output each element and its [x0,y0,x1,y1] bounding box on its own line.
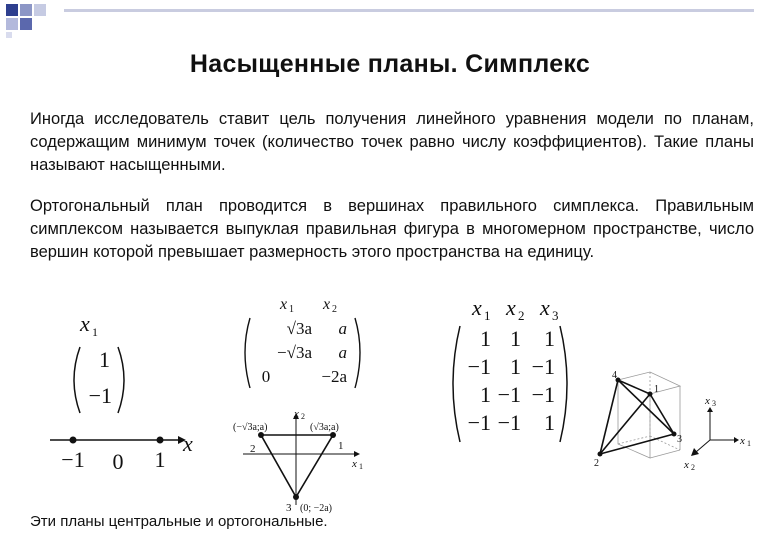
tri-coord-1: (√3a;a) [310,422,339,433]
tetra-axes [696,412,734,452]
fig1-left-paren [74,347,80,413]
tri-x-axis-arrow [354,451,360,457]
fig3-cell-4-2: −1 [497,410,521,435]
fig2-right-paren [355,318,360,388]
tri-y-axis-sub: 2 [301,412,305,421]
figure-3d-matrix [440,292,590,447]
fig3-cell-1-1: 1 [480,326,491,351]
fig3-cell-3-2: −1 [497,382,521,407]
fig1-right-paren [118,347,124,413]
fig3-cell-3-1: 1 [480,382,491,407]
fig3-cell-1-3: 1 [544,326,555,351]
tri-x-axis-label: x [352,458,357,470]
fig1-value-1: 1 [99,347,110,372]
footer-note: Эти планы центральные и ортогональные. [30,513,328,530]
tetra-label-2: 2 [594,458,599,469]
fig2-header-2: x [323,296,331,313]
fig1-header: x [80,311,90,336]
fig3-cell-2-3: −1 [531,354,555,379]
fig3-cell-2-2: 1 [510,354,521,379]
tri-coord-2: (−√3a;a) [233,422,268,433]
tetra-label-3: 3 [677,434,682,445]
fig2-cell-2-2: a [338,343,347,362]
tri-vertex-label-2: 2 [250,443,256,455]
slide-title: Насыщенные планы. Симплекс [189,50,591,78]
figure-3d-tetrahedron [588,362,773,480]
fig1-point-left [70,437,77,444]
fig3-cell-4-3: 1 [544,410,555,435]
tetra-x1-arrow [734,437,739,443]
fig3-header-2-sub: 2 [518,308,525,323]
fig2-header-2-sub: 2 [332,304,337,315]
tetra-vertex-1 [648,392,653,397]
corner-decoration [0,0,70,40]
tri-simplex [261,435,333,497]
tri-vertex-label-3: 3 [286,502,292,514]
tetra-axis-x3: x [705,395,710,407]
figure-2d-triangle [228,405,376,515]
fig3-cell-2-1: −1 [467,354,491,379]
fig2-cell-3-2: −2a [321,367,347,386]
tetra-label-4: 4 [612,370,617,381]
paragraph-simplex-definition: Ортогональный план проводится в вершинах правильного симплекса. Правильным симплексом называется выпуклая правильная фигура в многомерном пространстве, число вершин которой превышает размерность этого пространства на единицу. [30,197,754,261]
tetra-axis-x1: x [740,435,745,447]
fig1-tick-2: 0 [112,449,124,474]
fig2-header-1: x [280,296,288,313]
fig2-cell-2-1: −√3a [277,343,312,362]
fig2-cell-1-1: √3a [286,319,312,338]
fig3-header-1: x [472,295,482,320]
fig3-header-3: x [540,295,550,320]
fig3-cell-3-3: −1 [531,382,555,407]
fig1-tick-1: −1 [61,447,85,472]
fig2-cell-3-1: 0 [261,367,271,386]
tetra-axis-x2: x [684,459,689,471]
figure-2d-matrix [230,292,370,397]
fig2-cell-1-2: a [338,319,347,338]
fig3-cell-4-1: −1 [467,410,491,435]
tri-y-axis-label: x [294,408,299,420]
fig3-header-1-sub: 1 [484,308,491,323]
fig3-header-3-sub: 3 [552,308,559,323]
tri-vertex-3 [293,494,299,500]
tetra-axis-x2-sub: 2 [691,463,695,472]
tetra-simplex [600,380,674,454]
tetra-axis-x1-sub: 1 [747,439,751,448]
figure-1d-plan [40,305,210,475]
tetra-x2-arrow [691,448,699,456]
tri-x-axis-sub: 1 [359,462,363,471]
fig2-header-1-sub: 1 [289,304,294,315]
tetra-axis-x3-sub: 3 [712,399,716,408]
header-rule [64,9,754,12]
tetra-vertex-2 [598,452,603,457]
fig1-value-2: −1 [88,383,112,408]
fig3-right-paren [560,326,567,442]
fig1-header-sub: 1 [92,325,98,339]
fig1-tick-3: 1 [154,447,166,472]
paragraph-saturated-plans: Иногда исследователь ставит цель получения линейного уравнения модели по планам, содержащим минимум точек (количество точек равно числу коэффициентов). Такие планы называют насыщенными. [30,110,754,174]
fig3-left-paren [453,326,460,442]
fig3-header-2: x [506,295,516,320]
tri-coord-3: (0; −2a) [300,503,333,514]
fig1-axis-label: x [183,431,193,456]
fig3-cell-1-2: 1 [510,326,521,351]
fig1-point-right [157,437,164,444]
tetra-vertex-3 [672,432,677,437]
tetra-label-1: 1 [654,384,659,395]
fig2-left-paren [245,318,250,388]
tri-vertex-label-1: 1 [338,440,344,452]
